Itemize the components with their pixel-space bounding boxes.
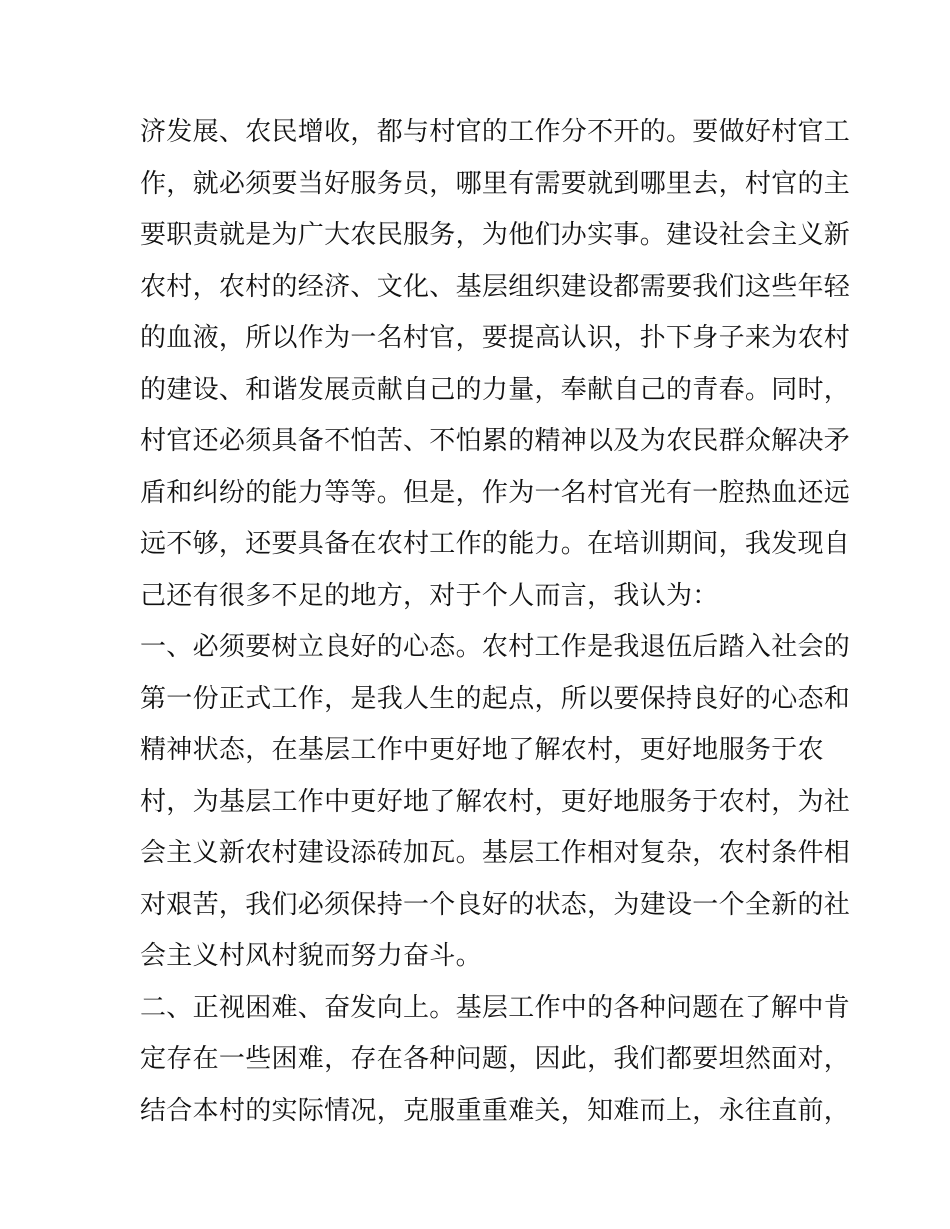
text-line: 精神状态，在基层工作中更好地了解农村，更好地服务于农	[140, 735, 824, 765]
text-line: 农村，农村的经济、文化、基层组织建设都需要我们这些年轻	[140, 271, 851, 302]
text-line: 盾和纠纷的能力等等。但是，作为一名村官光有一腔热血还远	[140, 477, 851, 508]
text-line: 对艰苦，我们必须保持一个良好的状态，为建设一个全新的社	[140, 889, 851, 920]
text-line: 村官还必须具备不怕苦、不怕累的精神以及为农民群众解决矛	[140, 426, 851, 456]
text-line: 济发展、农民增收，都与村官的工作分不开的。要做好村官工	[140, 117, 851, 147]
text-line: 远不够，还要具备在农村工作的能力。在培训期间，我发现自	[140, 529, 851, 559]
text-line: 会主义村风村貌而努力奋斗。	[140, 941, 482, 971]
text-line: 的血液，所以作为一名村官，要提高认识，扑下身子来为农村	[140, 323, 851, 353]
text-line: 村，为基层工作中更好地了解农村，更好地服务于农村，为社	[140, 786, 851, 817]
text-line: 二、正视困难、奋发向上。基层工作中的各种问题在了解中肯	[140, 992, 851, 1023]
text-line: 的建设、和谐发展贡献自己的力量，奉献自己的青春。同时，	[140, 374, 851, 405]
text-line: 会主义新农村建设添砖加瓦。基层工作相对复杂，农村条件相	[140, 838, 851, 868]
text-line: 定存在一些困难，存在各种问题，因此，我们都要坦然面对，	[140, 1044, 851, 1074]
text-line: 己还有很多不足的地方，对于个人而言，我认为：	[140, 580, 719, 611]
body-text	[140, 107, 851, 1137]
text-line: 结合本村的实际情况，克服重重难关，知难而上，永往直前，	[140, 1095, 851, 1126]
text-line: 要职责就是为广大农民服务，为他们办实事。建设社会主义新	[140, 220, 851, 250]
text-line: 一、必须要树立良好的心态。农村工作是我退伍后踏入社会的	[140, 632, 851, 662]
text-line: 第一份正式工作，是我人生的起点，所以要保持良好的心态和	[140, 683, 851, 714]
text-line: 作，就必须要当好服务员，哪里有需要就到哪里去，村官的主	[140, 168, 851, 199]
